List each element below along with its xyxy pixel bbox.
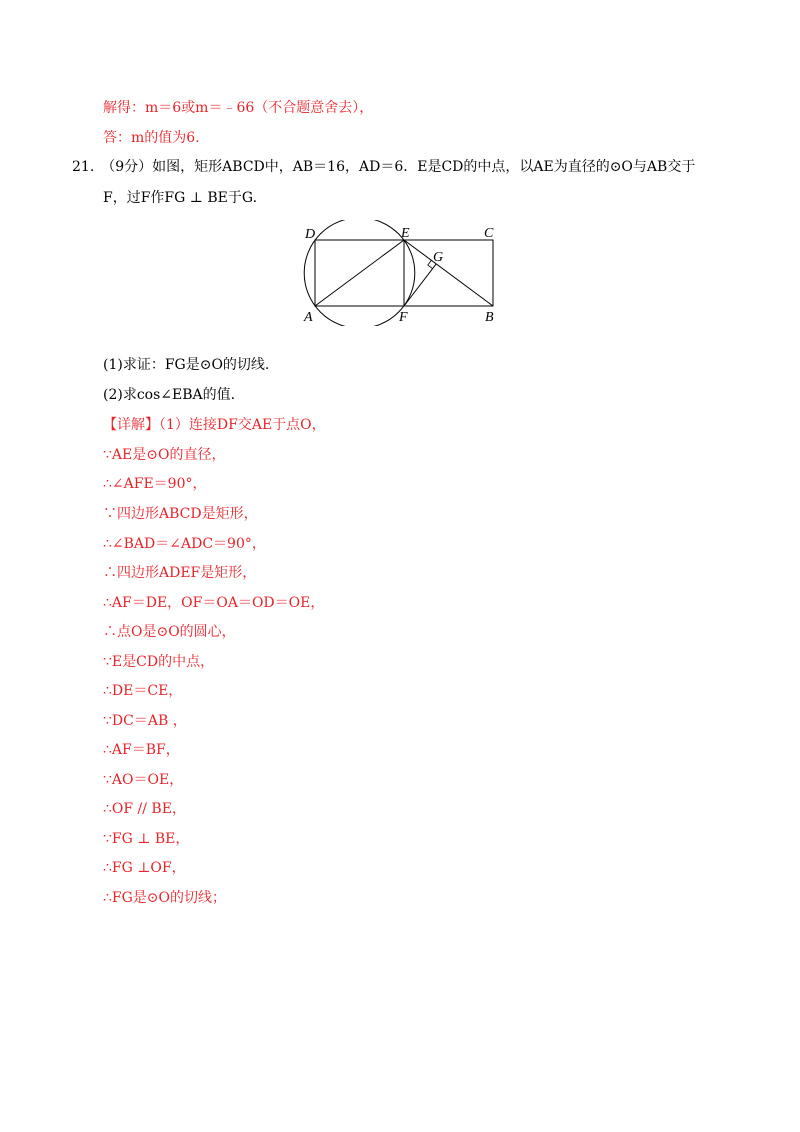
label-a: A: [304, 310, 313, 325]
text-line: ∵AO＝OE，: [103, 772, 184, 788]
text-line: 【详解】（1）连接DF交AE于点O，: [103, 417, 326, 433]
text-line: ∴∠BAD＝∠ADC＝90°，: [103, 536, 266, 552]
text-line: ∴∠AFE＝90°，: [103, 476, 207, 492]
text-line: ∴FG是⊙O的切线；: [103, 890, 227, 906]
text-line: 答：m的值为6.: [103, 130, 200, 146]
text-line: ∵DC＝AB ，: [103, 713, 187, 729]
segment-fg: [404, 264, 436, 306]
label-g: G: [433, 250, 444, 265]
text-line: 解得：m＝6或m＝﹣66（不合题意舍去），: [103, 100, 374, 116]
label-c: C: [484, 226, 494, 241]
segment-ae: [315, 240, 404, 306]
segment-eb: [404, 240, 493, 306]
text-line: ∵E是CD的中点，: [103, 654, 215, 670]
text-line: ∴AF＝BF，: [103, 742, 180, 758]
label-b: B: [485, 310, 494, 325]
right-angle-mark: [428, 260, 433, 268]
text-line: ∴FG ⊥OF，: [103, 860, 186, 876]
text-line: 21. （9分）如图，矩形ABCD中，AB＝16，AD＝6．E是CD的中点，以AE为直径的⊙O与AB交于: [72, 159, 696, 175]
text-line: ∴OF // BE，: [103, 801, 186, 817]
text-line: ∴DE＝CE，: [103, 683, 183, 699]
geometry-figure: [296, 220, 506, 326]
label-f: F: [399, 310, 408, 325]
text-line: (1)求证：FG是⊙O的切线.: [103, 357, 270, 373]
text-line: ∵四边形ABCD是矩形，: [103, 506, 258, 522]
label-d: D: [305, 227, 316, 242]
text-line: ∴AF＝DE，OF＝OA＝OD＝OE，: [103, 595, 325, 611]
text-line: ∵AE是⊙O的直径，: [103, 447, 226, 463]
text-line: ∴点O是⊙O的圆心，: [103, 624, 236, 640]
text-line: ∴四边形ADEF是矩形，: [103, 565, 257, 581]
text-line: F，过F作FG ⊥ BE于G.: [103, 190, 258, 206]
label-e: E: [401, 226, 410, 241]
text-line: ∵FG ⊥ BE，: [103, 831, 190, 847]
text-line: (2)求cos∠EBA的值.: [103, 387, 236, 403]
